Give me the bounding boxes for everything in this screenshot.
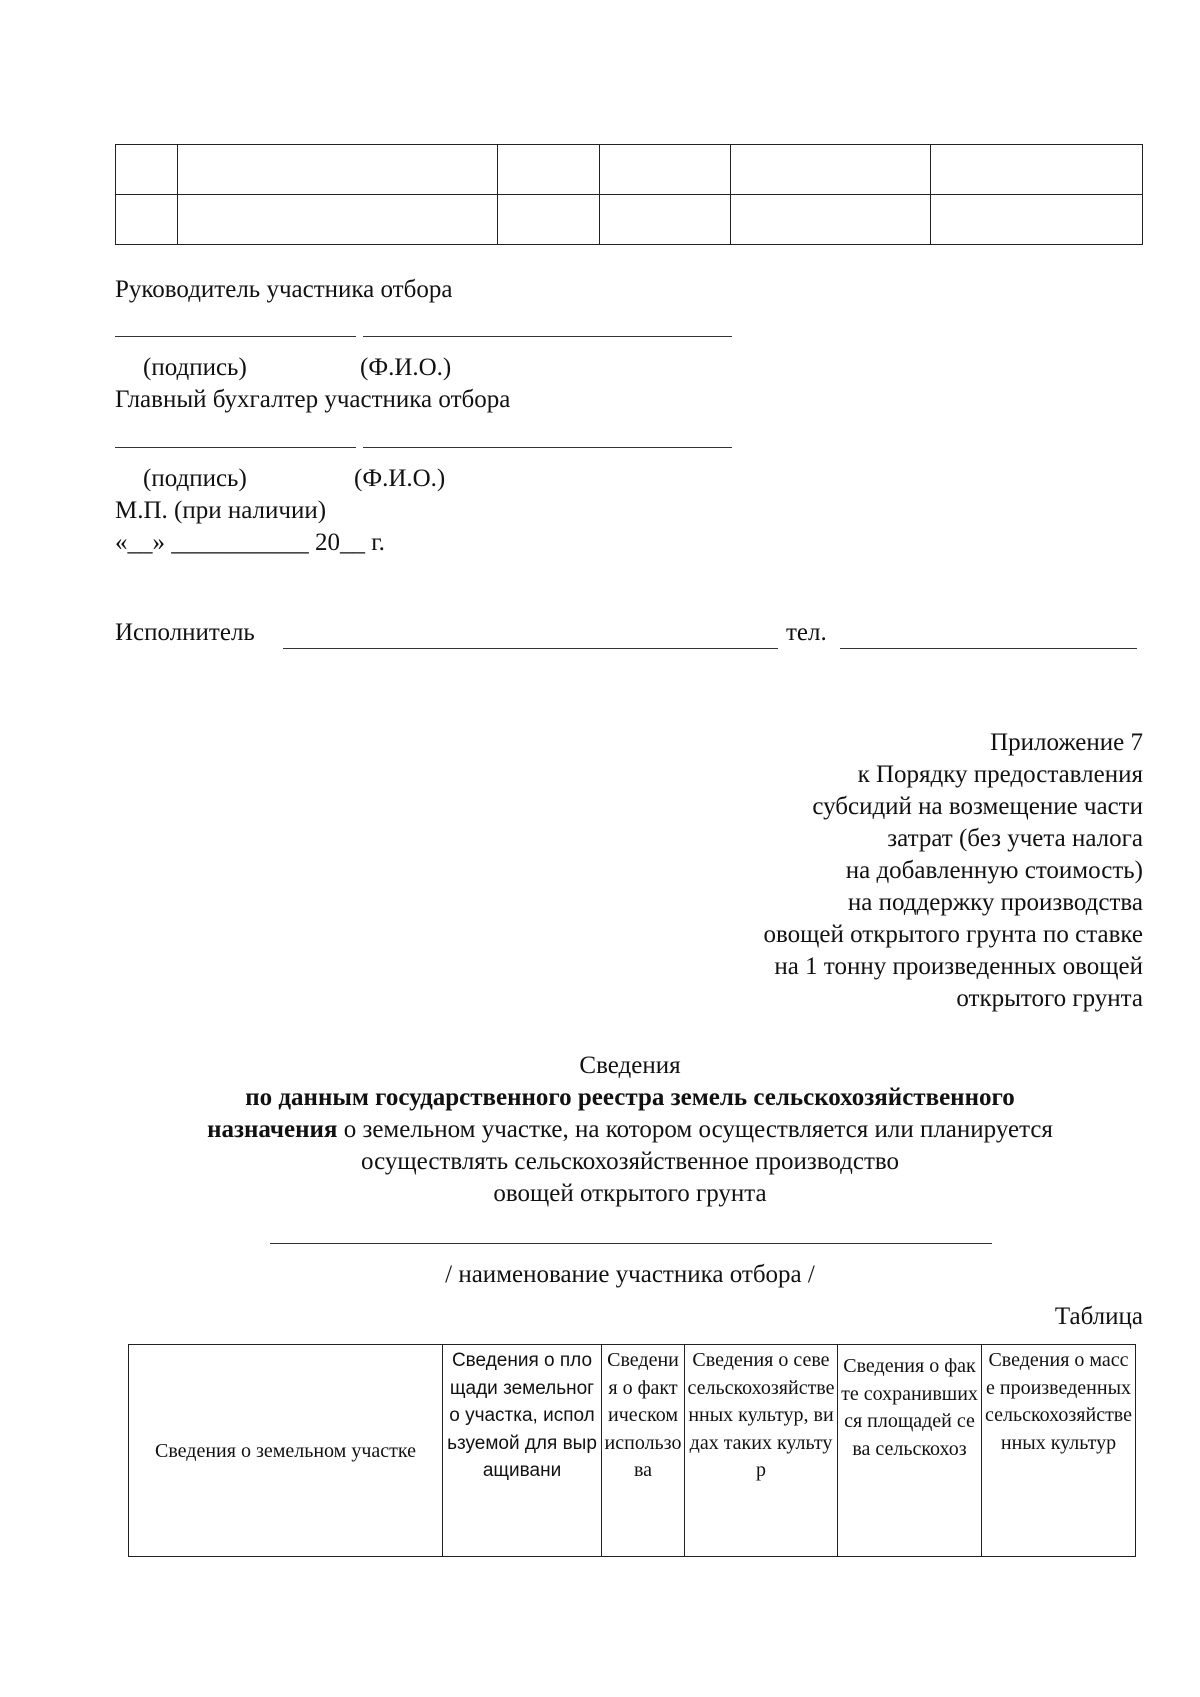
accountant-signature-line <box>115 447 356 448</box>
accountant-name-line <box>363 447 732 448</box>
column-header-label: Сведения о земельном участке <box>155 1439 416 1462</box>
date-line: «__» ___________ 20__ г. <box>115 529 385 556</box>
appendix-line: овощей открытого грунта по ставке <box>763 921 1143 948</box>
column-header <box>129 1345 443 1557</box>
appendix-block <box>443 727 1143 1015</box>
heading-subtitle: по данным государственного реестра земель сельскохозяйственного <box>245 1084 1015 1111</box>
column-header-label: Сведения о массе произведенных сельскохозяйственных культур <box>984 1349 1133 1454</box>
heading-line-3-rest: о земельном участке, на котором осуществляется или планируется <box>337 1116 1053 1143</box>
column-header <box>602 1345 685 1557</box>
table-cell <box>931 195 1143 245</box>
executor-line <box>283 648 778 649</box>
column-header-label: Сведения о факте сохранившихся площадей сева сельскохоз <box>841 1355 978 1460</box>
accountant-name-caption: (Ф.И.О.) <box>354 465 446 492</box>
table-cell <box>178 195 498 245</box>
table-cell <box>116 195 178 245</box>
heading-title: Сведения <box>579 1052 681 1079</box>
table-cell <box>600 145 731 195</box>
table-label: Таблица <box>1054 1303 1143 1330</box>
appendix-line: затрат (без учета налога <box>887 825 1143 852</box>
phone-line <box>840 648 1137 649</box>
land-plot-table <box>128 1344 1136 1557</box>
heading-line-5: овощей открытого грунта <box>493 1180 767 1207</box>
heading-line-4: осуществлять сельскохозяйственное производство <box>360 1148 900 1175</box>
table-cell <box>116 145 178 195</box>
heading-bold-word: назначения <box>207 1116 338 1143</box>
participant-caption: / наименование участника отбора / <box>445 1261 815 1288</box>
column-header <box>982 1345 1136 1557</box>
heading-line-3 <box>0 1114 1200 1146</box>
appendix-line: открытого грунта <box>956 985 1143 1012</box>
document-heading <box>0 1050 1200 1210</box>
phone-label: тел. <box>786 619 827 646</box>
column-header <box>685 1345 838 1557</box>
column-header <box>443 1345 602 1557</box>
accountant-signature-caption: (подпись) <box>143 465 247 492</box>
column-header <box>838 1345 982 1557</box>
head-name-caption: (Ф.И.О.) <box>360 354 452 381</box>
head-signature-line <box>115 336 356 337</box>
column-header-label: Сведения о площади земельного участка, используемой для выращивани <box>447 1350 597 1481</box>
table-row <box>116 195 1143 245</box>
table-cell <box>731 145 931 195</box>
table-cell <box>498 145 600 195</box>
table-cell <box>178 145 498 195</box>
column-header-label: Сведения о севе сельскохозяйственных культур, видах таких культур <box>687 1349 835 1481</box>
table-cell <box>498 195 600 245</box>
table-cell <box>931 145 1143 195</box>
top-empty-table <box>115 144 1143 245</box>
executor-label: Исполнитель <box>115 619 255 646</box>
appendix-line: к Порядку предоставления <box>857 761 1143 788</box>
column-header-label: Сведения о фактическом использова <box>604 1349 682 1481</box>
participant-name-line <box>270 1243 992 1244</box>
table-cell <box>600 195 731 245</box>
appendix-line: на добавленную стоимость) <box>845 857 1143 884</box>
seal-label: М.П. (при наличии) <box>115 497 327 524</box>
appendix-line: субсидий на возмещение части <box>812 793 1143 820</box>
table-row <box>116 145 1143 195</box>
head-signature-caption: (подпись) <box>143 354 247 381</box>
head-label: Руководитель участника отбора <box>115 276 453 303</box>
table-header-row <box>129 1345 1136 1557</box>
table-cell <box>731 195 931 245</box>
appendix-line: на поддержку производства <box>847 889 1143 916</box>
head-name-line <box>363 336 732 337</box>
accountant-label: Главный бухгалтер участника отбора <box>115 386 511 413</box>
appendix-line: Приложение 7 <box>990 729 1143 756</box>
appendix-line: на 1 тонну произведенных овощей <box>774 953 1143 980</box>
